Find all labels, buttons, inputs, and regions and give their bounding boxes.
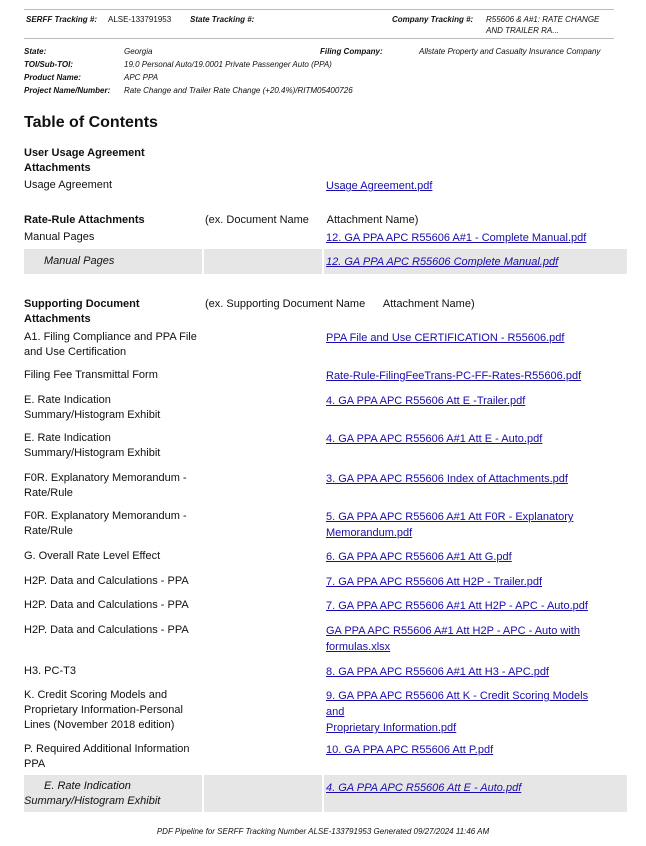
supporting-note: (ex. Supporting Document Name Attachment Name): [205, 298, 475, 310]
attachment-link[interactable]: 10. GA PPA APC R55606 Att P.pdf: [326, 744, 494, 756]
list-item-label: H3. PC-T3: [24, 665, 76, 677]
state-label: State:: [24, 47, 47, 56]
attachment-link[interactable]: 5. GA PPA APC R55606 A#1 Att F0R - Explanatory Memorandum.pdf: [326, 511, 574, 539]
list-item-label: E. Rate Indication Summary/Histogram Exhibit: [24, 394, 161, 421]
list-item-label: E. Rate Indication Summary/Histogram Exhibit: [24, 432, 161, 459]
product-label: Product Name:: [24, 73, 81, 82]
complete-manual-link[interactable]: 12. GA PPA APC R55606 A#1 - Complete Manual.pdf: [326, 232, 587, 244]
usage-agreement-label: Usage Agreement: [24, 179, 113, 191]
usage-agreement-link[interactable]: Usage Agreement.pdf: [326, 180, 433, 192]
attachment-link[interactable]: 7. GA PPA APC R55606 A#1 Att H2P - APC - Auto.pdf: [326, 600, 588, 612]
attachment-link[interactable]: 8. GA PPA APC R55606 A#1 Att H3 - APC.pdf: [326, 666, 549, 678]
list-item-label: P. Required Additional Information PPA: [24, 743, 190, 770]
company-tracking-value-1: R55606 & A#1: RATE CHANGE: [486, 15, 600, 24]
company-tracking-value-2: AND TRAILER RA...: [486, 26, 559, 35]
list-item-label: F0R. Explanatory Memorandum - Rate/Rule: [24, 510, 187, 537]
supporting-highlight-row: [24, 775, 627, 812]
supporting-heading-2: Attachments: [24, 313, 91, 325]
list-item-label: A1. Filing Compliance and PPA File and Use Certification: [24, 331, 197, 358]
manual-pages-highlight-label: Manual Pages: [44, 255, 115, 267]
attachment-link[interactable]: 4. GA PPA APC R55606 Att E -Trailer.pdf: [326, 395, 526, 407]
filing-company-label: Filing Company:: [320, 47, 383, 56]
attachment-link[interactable]: 7. GA PPA APC R55606 Att H2P - Trailer.pdf: [326, 576, 543, 588]
company-tracking-label: Company Tracking #:: [392, 15, 474, 24]
attachment-link[interactable]: Rate-Rule-FilingFeeTrans-PC-FF-Rates-R55606.pdf: [326, 370, 582, 382]
attachment-link[interactable]: GA PPA APC R55606 A#1 Att H2P - APC - Auto with formulas.xlsx: [326, 625, 580, 653]
user-usage-heading-2: Attachments: [24, 162, 91, 174]
footer-text: PDF Pipeline for SERFF Tracking Number ALSE-133791953 Generated 09/27/2024 11:46 AM: [156, 827, 490, 836]
list-item-label: K. Credit Scoring Models and Proprietary Information-Personal Lines (November 2018 edition): [24, 689, 183, 731]
list-item-label: H2P. Data and Calculations - PPA: [24, 599, 189, 611]
toi-value: 19.0 Personal Auto/19.0001 Private Passenger Auto (PPA): [124, 60, 332, 69]
manual-pages-label: Manual Pages: [24, 231, 95, 243]
highlight-attachment-link[interactable]: 4. GA PPA APC R55606 Att E - Auto.pdf: [326, 782, 522, 794]
attachment-link[interactable]: 6. GA PPA APC R55606 A#1 Att G.pdf: [326, 551, 512, 563]
rate-rule-highlight-row: [24, 249, 627, 274]
filing-company-value: Allstate Property and Casualty Insurance Company: [419, 47, 601, 56]
project-label: Project Name/Number:: [24, 86, 111, 95]
rate-rule-note: (ex. Document Name Attachment Name): [205, 214, 419, 226]
page-title: Table of Contents: [24, 114, 158, 131]
supporting-heading-1: Supporting Document: [24, 298, 140, 310]
list-item-label: H2P. Data and Calculations - PPA: [24, 624, 189, 636]
tracking-header: [24, 9, 614, 39]
attachment-link[interactable]: 4. GA PPA APC R55606 A#1 Att E - Auto.pdf: [326, 433, 543, 445]
serff-tracking-value: ALSE-133791953: [108, 15, 172, 24]
attachment-link[interactable]: 9. GA PPA APC R55606 Att K - Credit Scoring Models and Proprietary Information.pdf: [326, 690, 589, 734]
highlight-label: E. Rate Indication Summary/Histogram Exhibit: [24, 780, 161, 807]
product-value: APC PPA: [124, 73, 159, 82]
state-tracking-label: State Tracking #:: [190, 15, 255, 24]
attachment-link[interactable]: PPA File and Use CERTIFICATION - R55606.pdf: [326, 332, 565, 344]
rate-rule-heading: Rate-Rule Attachments: [24, 214, 145, 226]
state-value: Georgia: [124, 47, 153, 56]
complete-manual-highlight-link[interactable]: 12. GA PPA APC R55606 Complete Manual.pdf: [326, 256, 559, 268]
attachment-link[interactable]: 3. GA PPA APC R55606 Index of Attachments.pdf: [326, 473, 568, 485]
list-item-label: H2P. Data and Calculations - PPA: [24, 575, 189, 587]
serff-tracking-label: SERFF Tracking #:: [26, 15, 97, 24]
toi-label: TOI/Sub-TOI:: [24, 60, 74, 69]
project-value: Rate Change and Trailer Rate Change (+20.4%)/RITM05400726: [124, 86, 353, 95]
list-item-label: Filing Fee Transmittal Form: [24, 369, 158, 381]
list-item-label: G. Overall Rate Level Effect: [24, 550, 161, 562]
user-usage-heading-1: User Usage Agreement: [24, 147, 145, 159]
list-item-label: F0R. Explanatory Memorandum - Rate/Rule: [24, 472, 187, 499]
